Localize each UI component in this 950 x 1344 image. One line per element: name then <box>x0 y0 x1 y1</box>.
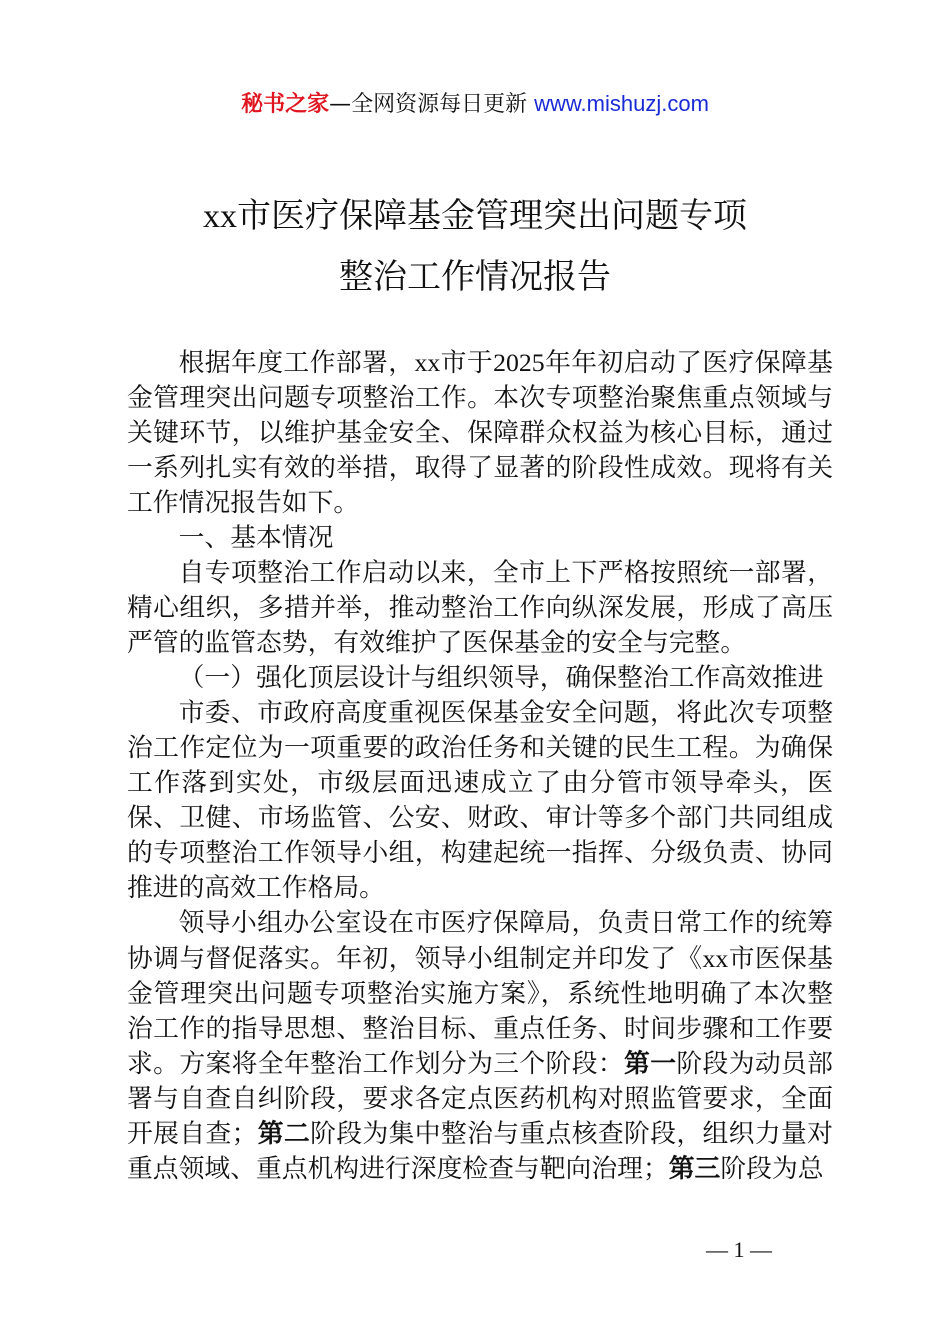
intro-city: xx <box>414 348 441 377</box>
stage-one-label: 第一 <box>624 1049 677 1079</box>
title-prefix: xx <box>203 198 237 235</box>
site-tagline: —全网资源每日更新 <box>329 92 535 117</box>
stage-two-label: 第二 <box>257 1119 311 1149</box>
office-paragraph <box>127 906 833 1187</box>
subsection-heading-1: （一）强化顶层设计与组织领导，确保整治工作高效推进 <box>178 663 824 693</box>
document-title <box>0 186 950 307</box>
intro-year: 2025 <box>493 348 545 377</box>
site-brand: 秘书之家 <box>241 92 330 117</box>
stage-two-text: 阶段为集中整治与重点核查阶段，组织力量对重点领域、重点机构进行深度检查与靶向治理； <box>127 1119 833 1184</box>
page-number: — 1 — <box>706 1237 772 1262</box>
office-text-1: 领导小组办公室设在市医疗保障局，负责日常工作的统筹协调与督促落实。年初，领导小组制定并印发了《 <box>127 908 833 974</box>
intro-text-3: 年年初启动了医疗保障基金管理突出问题专项整治工作。本次专项整治聚焦重点领域与关键环节，以维护基金安全、保障群众权益为核心目标，通过一系列扎实有效的举措，取得了显著的阶段性成效。现将有关工作情况报告如下。 <box>127 348 833 518</box>
stage-three-label: 第三 <box>668 1154 721 1184</box>
intro-text-1: 根据年度工作部署， <box>178 348 415 378</box>
intro-paragraph <box>127 345 833 521</box>
office-text-2: 市医保基金管理突出问题专项整治实施方案》，系统性地明确了本次整治工作的指导思想、整治目标、重点任务、时间步骤和工作要求。方案将全年整治工作划分为三个阶段： <box>127 944 833 1079</box>
overview-paragraph: 自专项整治工作启动以来，全市上下严格按照统一部署，精心组织，多措并举，推动整治工作向纵深发展，形成了高压严管的监管态势，有效维护了医保基金的安全与完整。 <box>127 558 833 658</box>
title-line-1 <box>0 186 950 247</box>
document-body <box>127 345 833 1187</box>
title-line-2: 整治工作情况报告 <box>339 257 611 297</box>
section-heading-1: 一、基本情况 <box>178 523 334 553</box>
site-url-link[interactable]: www.mishuzj.com <box>534 91 709 116</box>
title-line-1-text: 市医疗保障基金管理突出问题专项 <box>237 196 747 236</box>
intro-text-2: 市于 <box>440 348 494 378</box>
leadership-paragraph: 市委、市政府高度重视医保基金安全问题，将此次专项整治工作定位为一项重要的政治任务和关键的民生工程。为确保工作落到实处，市级层面迅速成立了由分管市领导牵头，医保、卫健、市场监管、公安、财政、审计等多个部门共同组成的专项整治工作领导小组，构建起统一指挥、分级负责、协同推进的高效工作格局。 <box>127 698 833 903</box>
office-city: xx <box>702 944 729 973</box>
stage-one-text: 阶段为动员部署与自查自纠阶段，要求各定点医药机构对照监管要求，全面开展自查； <box>127 1049 833 1149</box>
site-banner <box>0 88 950 121</box>
stage-three-text: 阶段为总 <box>720 1154 824 1184</box>
